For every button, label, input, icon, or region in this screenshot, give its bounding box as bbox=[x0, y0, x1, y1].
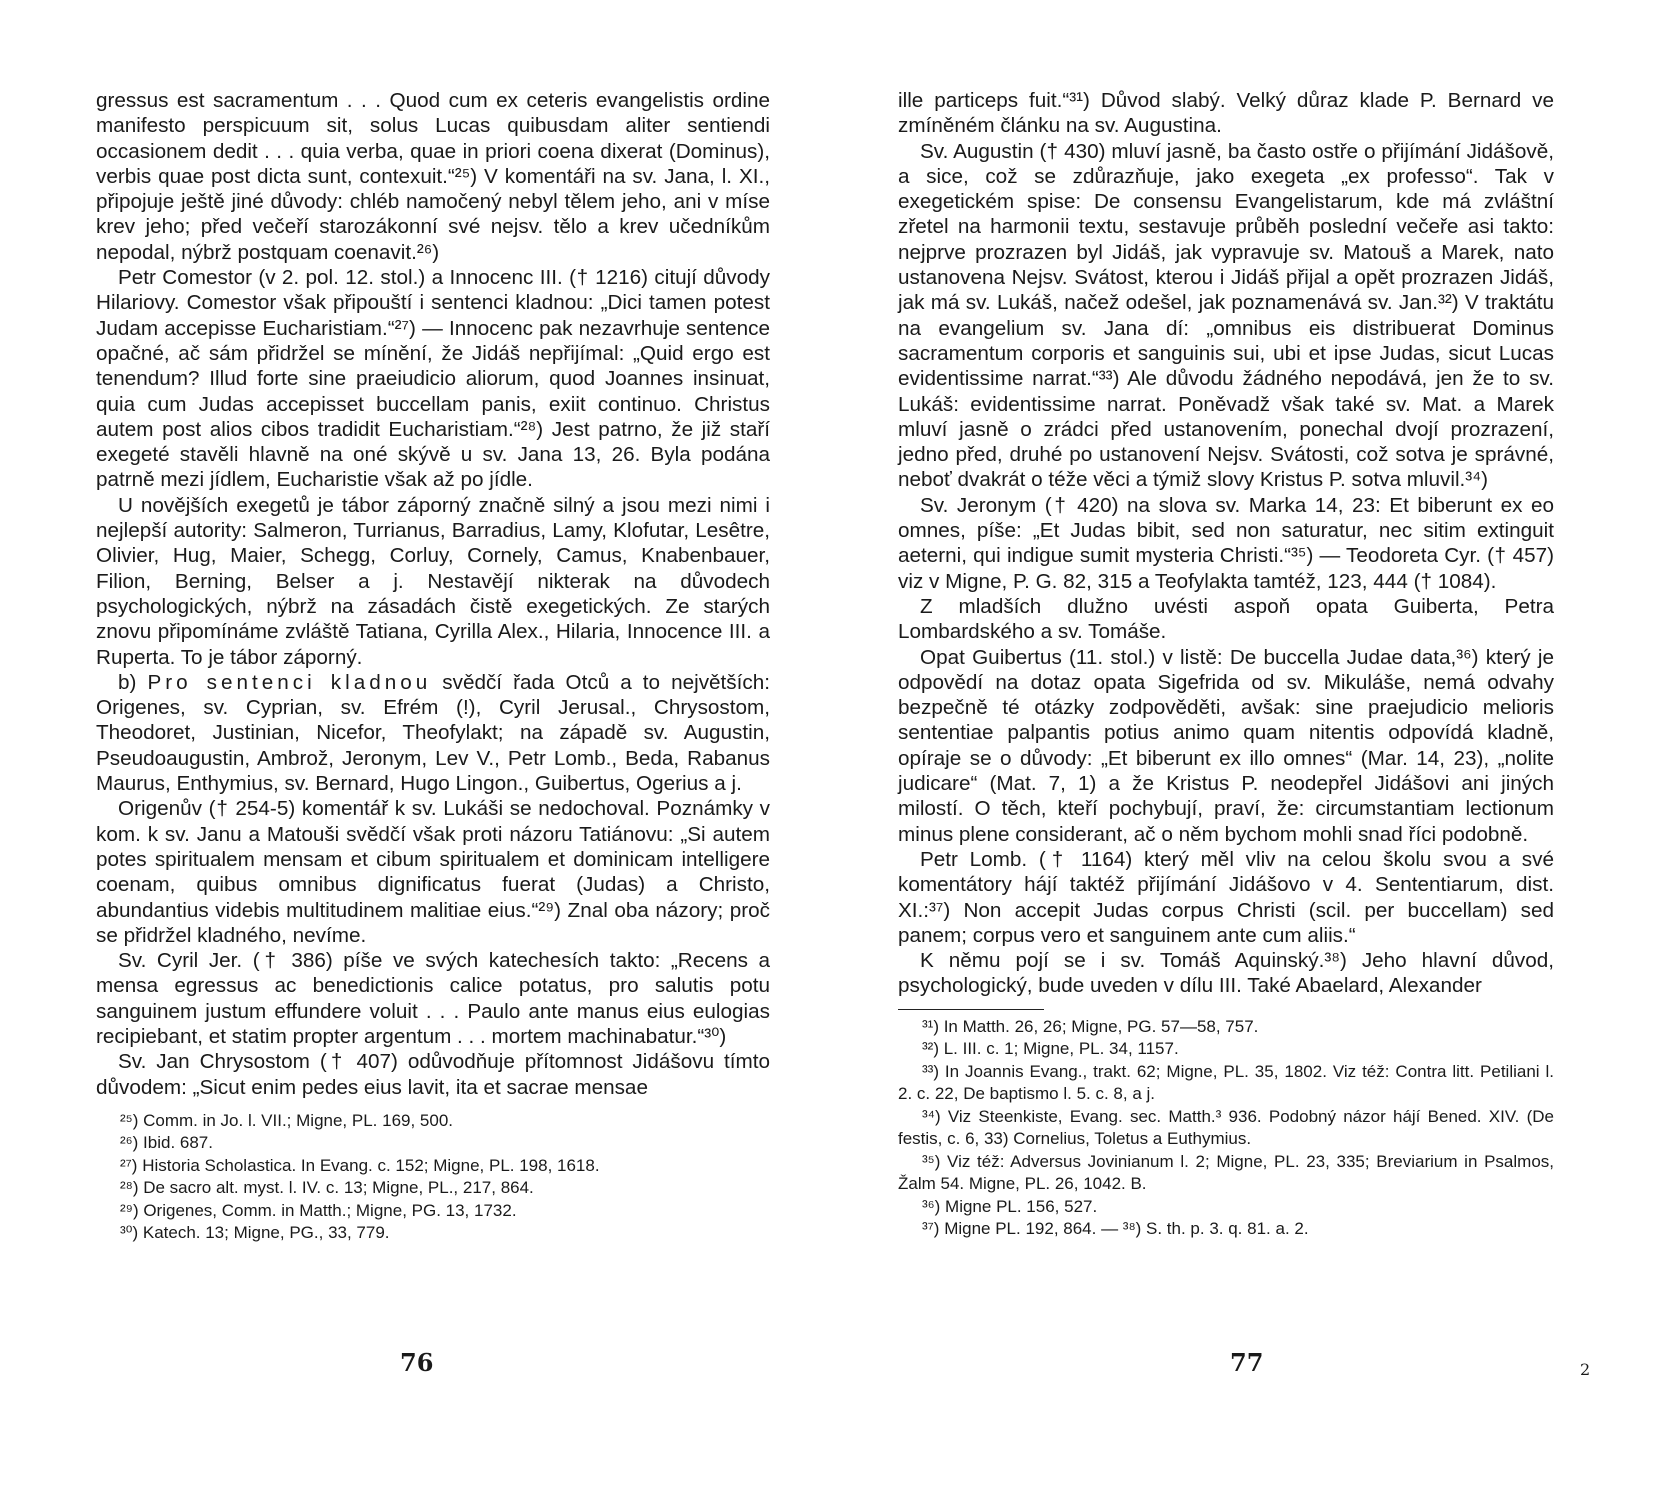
page-number-right: 77 bbox=[1230, 1348, 1264, 1377]
left-page bbox=[96, 88, 770, 1245]
footnote: ³⁰) Katech. 13; Migne, PG., 33, 779. bbox=[120, 1223, 390, 1243]
paragraph: Sv. Augustin († 430) mluví jasně, ba často ostře o přijímání Jidášově, a sice, což se zdůrazňuje, jako exegeta „ex professo“. Tak v exegetickém spise: De consensu Evangelistarum, kde má zvláštní zřetel na harmonii textu, sestavuje průběh poslední večeře asi takto: nejprve prozrazen byl Jidáš, jak vypravuje sv. Matouš a Marek, nato ustanovena Nejsv. Svátost, kterou i Jidáš přijal a opět prozrazen Jidáš, jak má sv. Lukáš, načež odešel, jak poznamenává sv. Jan.³²) V traktátu na evangelium sv. Jana dí: „omnibus eis distribuerat Dominus sacramentum corporis et sanguinis sui, ubi et ipse Judas, sicut Lucas evidentissime narrat.“³³) Ale důvodu žádného nepodává, jen že to sv. Lukáš: evidentissime narrat. Poněvadž však také sv. Mat. a Marek mluví jasně o zrádci před ustanovením, ponechal dvojí prozrazení, jedno před, druhé po ustanovení Nejsv. Svátosti, což sotva je správné, neboť dvakrát o téže věci a týmiž slovy Kristus P. sotva mluvil.³⁴) bbox=[898, 139, 1554, 492]
footnote: ²⁹) Origenes, Comm. in Matth.; Migne, PG. 13, 1732. bbox=[120, 1200, 517, 1220]
page-number-left: 76 bbox=[400, 1348, 434, 1377]
b-spaced-heading: Pro sentenci kladnou bbox=[147, 670, 432, 694]
paragraph: K němu pojí se i sv. Tomáš Aquinský.³⁸) Jeho hlavní důvod, psychologický, bude uveden v dílu III. Také Abaelard, Alexander bbox=[898, 949, 1554, 998]
paragraph: gressus est sacramentum . . . Quod cum ex ceteris evangelistis ordine manifesto perspicuum sit, solus Lucas quibusdam aliter sentiendi occasionem dedit . . . quia verba, quae in priori coena dixerat (Dominus), verbis quae post dicta sunt, contexuit.“²⁵) V komentáři na sv. Jana, l. XI., připojuje ještě jiné důvody: chléb namočený nebyl tělem jeho, ani v míse krev jeho; před večeří starozákonní své nejsv. tělo a krev učedníkům nepodal, nýbrž postquam coenavit.²⁶) bbox=[96, 89, 770, 264]
footnote: ²⁸) De sacro alt. myst. l. IV. c. 13; Migne, PL., 217, 864. bbox=[120, 1178, 534, 1198]
footnote: ³⁴) Viz Steenkiste, Evang. sec. Matth.³ 936. Podobný názor hájí Bened. XIV. (De festis, c. 6, 33) Cornelius, Toletus a Euthymius. bbox=[898, 1106, 1554, 1149]
signature-mark: 2 bbox=[1580, 1360, 1591, 1379]
footnote: ³⁷) Migne PL. 192, 864. — ³⁸) S. th. p. 3. q. 81. a. 2. bbox=[922, 1219, 1309, 1239]
footnote: ²⁷) Historia Scholastica. In Evang. c. 152; Migne, PL. 198, 1618. bbox=[120, 1155, 600, 1175]
b-prefix: b) bbox=[118, 670, 148, 694]
footnote: ³⁶) Migne PL. 156, 527. bbox=[922, 1196, 1098, 1216]
footnotes bbox=[898, 1016, 1554, 1241]
paragraph: Sv. Cyril Jer. († 386) píše ve svých katechesích takto: „Recens a mensa egressus ac benedictionis calice potatus, pro salutis potu sanguinem justum effundere voluit . . . Paulo ante manus eius eulogias recipiebant, et statim propter argentum . . . mortem machinabatur.“³⁰) bbox=[96, 949, 770, 1048]
footnotes bbox=[96, 1110, 770, 1245]
footnote: ³²) L. III. c. 1; Migne, PL. 34, 1157. bbox=[922, 1039, 1179, 1059]
paragraph: Petr Comestor (v 2. pol. 12. stol.) a Innocenc III. († 1216) citují důvody Hilariovy. Comestor však připouští i sentenci kladnou: „Dici tamen potest Judam accepisse Eucharistiam.“²⁷) — Innocenc pak nezavrhuje sentence opačné, ač sám přidržel se mínění, že Jidáš nepřijímal: „Quid ergo est tenendum? Illud forte sine praeiudicio aliorum, quod Joannes insinuat, quia cum Judas accepisset buccellam panis, exiit continuo. Christus autem post alios cibos tradidit Eucharistiam.“²⁸) Jest patrno, že již staří exegeté stavěli hlavně na oné skývě u sv. Jana 13, 26. Byla podána patrně mezi jídlem, Eucharistie však až po jídle. bbox=[96, 266, 770, 492]
footnote: ³¹) In Matth. 26, 26; Migne, PG. 57—58, 757. bbox=[922, 1016, 1259, 1036]
paragraph: Petr Lomb. († 1164) který měl vliv na celou školu svou a své komentátory hájí taktéž přijímání Jidášovo v 4. Sententiarum, dist. XI.:³⁷) Non accepit Judas corpus Christi (scil. per buccellam) sed panem; corpus vero et sanguinem ante cum aliis.“ bbox=[898, 847, 1554, 947]
right-page bbox=[898, 88, 1554, 1241]
footnote: ²⁵) Comm. in Jo. l. VII.; Migne, PL. 169, 500. bbox=[120, 1110, 454, 1130]
footnote: ³⁵) Viz též: Adversus Jovinianum l. 2; Migne, PL. 23, 335; Breviarium in Psalmos, Žalm 54. Migne, PL. 26, 1042. B. bbox=[898, 1151, 1554, 1194]
footnote-rule bbox=[898, 1009, 1044, 1010]
paragraph: Origenův († 254-5) komentář k sv. Lukáši se nedochoval. Poznámky v kom. k sv. Janu a Matouši svědčí však proti názoru Tatiánovu: „Si autem potes spiritualem mensam et cibum spiritualem et dominicam intelligere coenam, quibus omnibus dignificatus fuerat (Judas) a Christo, abundantius videbis multitudinem malitiae eius.“²⁹) Znal oba názory; proč se přidržel kladného, nevíme. bbox=[96, 797, 770, 947]
paragraph: Z mladších dlužno uvésti aspoň opata Guiberta, Petra Lombardského a sv. Tomáše. bbox=[898, 594, 1554, 644]
paragraph: Sv. Jan Chrysostom († 407) odůvodňuje přítomnost Jidášovu tímto důvodem: „Sicut enim pedes eius lavit, ita et sacrae mensae bbox=[96, 1050, 770, 1099]
paragraph-b bbox=[96, 670, 770, 796]
footnote: ³³) In Joannis Evang., trakt. 62; Migne, PL. 35, 1802. Viz též: Contra litt. Petiliani l. 2. c. 22, De baptismo l. 5. c. 8, a j. bbox=[898, 1061, 1554, 1104]
paragraph: Sv. Jeronym († 420) na slova sv. Marka 14, 23: Et biberunt ex eo omnes, píše: „Et Judas bibit, sed non saturatur, nec sitim extinguit aeterni, qui indigue sumit mysteria Christi.“³⁵) — Teodoreta Cyr. († 457) viz v Migne, P. G. 82, 315 a Teofylakta tamtéž, 123, 444 († 1084). bbox=[898, 493, 1554, 593]
b-rest: svědčí řada Otců a to největších: Origenes, sv. Cyprian, sv. Efrém (!), Cyril Jerusal., Chrysostom, Theodoret, Justinian, Nicefor, Theofylakt; na západě sv. Augustin, Pseudoaugustin, Ambrož, Jeronym, Lev V., Petr Lomb., Beda, Rabanus Maurus, Enthymius, sv. Bernard, Hugo Lingon., Guibertus, Ogerius a j. bbox=[96, 670, 770, 796]
paragraph: Opat Guibertus (11. stol.) v listě: De buccella Judae data,³⁶) který je odpovědí na dotaz opata Sigefrida od sv. Mikuláše, nemá odvahy bezpečně té otázky zodpověděti, avšak: sine praejudicio melioris sententiae palpantis potius animo quam nitentis odpovídá kladně, opíraje se o důvody: „Et biberunt ex illo omnes“ (Mar. 14, 23), „nolite judicare“ (Mat. 7, 1) a že Kristus P. neodepřel Jidášovi ani jiných milostí. O těch, kteří pochybují, praví, že: circumstantiam lectionum minus plene considerant, ač o něm bychom mohli snad říci podobně. bbox=[898, 645, 1554, 846]
paragraph: ille particeps fuit.“³¹) Důvod slabý. Velký důraz klade P. Bernard ve zmíněném článku na sv. Augustina. bbox=[898, 89, 1554, 138]
footnote: ²⁶) Ibid. 687. bbox=[120, 1133, 213, 1153]
paragraph: U novějších exegetů je tábor záporný značně silný a jsou mezi nimi i nejlepší autority: Salmeron, Turrianus, Barradius, Lamy, Klofutar, Lesêtre, Olivier, Hug, Maier, Schegg, Corluy, Cornely, Camus, Knabenbauer, Filion, Berning, Belser a j. Nestavějí nikterak na důvodech psychologických, nýbrž na zásadách čistě exegetických. Ze starých znovu připomínáme zvláště Tatiana, Cyrilla Alex., Hilaria, Innocence III. a Ruperta. To je tábor záporný. bbox=[96, 493, 770, 669]
